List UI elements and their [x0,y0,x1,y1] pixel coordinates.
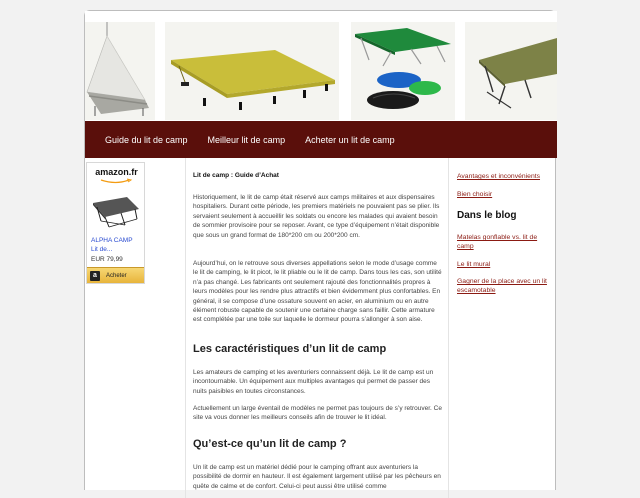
main-navigation [85,121,557,158]
product-cot-image[interactable] [91,189,141,229]
amazon-smile-icon [99,179,133,184]
today-paragraph: Aujourd’hui, on le retrouve sous diverses appellations selon le mode d’usage comme le lit de camping, le lit picot, le lit pliable ou le lit de camp. Dans tous les cas, son utilité n’a pas changé. Les fabricants ont seulement rajouté des fonctionnalités propres à leurs modèles pour les rendre plus attractifs et bien évidemment plus confortables. En général, il se compose d’une ossature souvent en acier, en aluminium ou en autre élément robuste capable de soutenir une certaine charge sans faillir. Cette armature est complétée par une toile sur laquelle le dormeur pourra s’allonger à son aise. [193,260,442,324]
nav-guide-link[interactable]: Guide du lit de camp [105,134,188,145]
characteristics-paragraph: Les amateurs de camping et les aventuriers connaissent déjà. Le lit de camp est un incontournable. Un équipement aux multiples avantages qui permet de passer des nuits paisibles en toutes circonstances. [193,369,434,395]
amazon-a-icon: a [90,271,100,281]
definition-paragraph: Un lit de camp est un matériel dédié pour le camping offrant aux aventuriers la possibilité de dormir en hauteur. Il est également largement utilisé par les pêcheurs en quête de calme et de confort. Celui-ci peut aussi être utilisé comme [193,464,441,490]
blog-link-folding-bed[interactable]: Gagner de la place avec un lit escamotable [457,278,547,294]
mosquito-net-cot-image [85,22,155,120]
header-banner [85,11,557,121]
amazon-logo: amazon.fr [95,167,138,177]
buy-button[interactable] [87,267,144,283]
characteristics-heading: Les caractéristiques d’un lit de camp [193,343,387,355]
product-name-line1[interactable]: ALPHA CAMP [91,237,133,244]
buy-label: Acheter [106,272,127,279]
product-name-line2[interactable]: Lit de... [91,246,113,253]
blog-link-mattress-vs-cot[interactable]: Matelas gonflable vs. lit de camp [457,234,538,250]
right-sidebar [457,158,557,498]
blog-link-wall-bed[interactable]: Le lit mural [457,261,491,268]
page-container [84,10,556,490]
nav-buy-link[interactable]: Acheter un lit de camp [305,134,395,145]
definition-heading: Qu’est-ce qu’un lit de camp ? [193,438,347,450]
sidebar-link-choose[interactable]: Bien choisir [457,191,493,198]
product-name[interactable] [91,236,133,254]
amazon-ad-widget[interactable] [86,162,145,284]
product-price: EUR 79,99 [91,256,123,263]
yellow-cot-image [165,22,339,120]
sidebar-link-pros-cons[interactable]: Avantages et inconvénients [457,173,541,180]
left-sidebar [85,158,147,498]
nav-best-cot-link[interactable]: Meilleur lit de camp [207,134,286,145]
blog-heading: Dans le blog [457,210,517,221]
olive-cot-image [465,22,557,120]
page-title: Lit de camp : Guide d’Achat [193,172,279,179]
intro-paragraph: Historiquement, le lit de camp était réservé aux camps militaires et aux dispensaires hospitaliers. Durant cette période, les premiers matériels ne pouvaient pas se plier. Ils servaient seulement à accueillir les soldats ou encore les malades qui avaient besoin de sommier provisoire pour se reposer. Avant, ce type d’équipement n’était disponible que sous un grand format de 180*200 cm ou 200*200 cm. [193,194,440,239]
choice-paragraph: Actuellement un large éventail de modèles ne permet pas toujours de s’y retrouver. Ce site va vous donner les meilleurs conseils afin de trouver le lit idéal. [193,405,442,422]
main-content [185,158,449,498]
green-cot-and-bags-image [351,22,455,120]
